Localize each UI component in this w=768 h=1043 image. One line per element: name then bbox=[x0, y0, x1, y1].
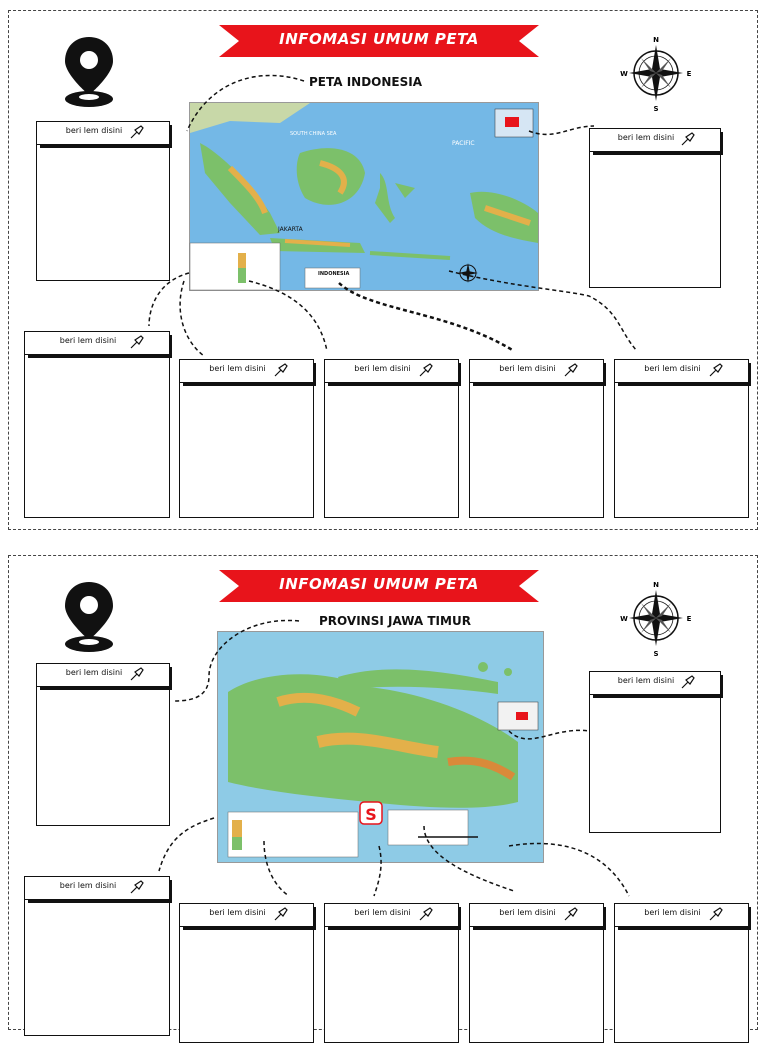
svg-text:E: E bbox=[686, 615, 692, 623]
compass-rose-icon bbox=[621, 578, 691, 658]
worksheet-section-indonesia bbox=[8, 10, 758, 530]
glue-icon bbox=[129, 334, 145, 350]
glue-icon bbox=[129, 666, 145, 682]
glue-box-10[interactable]: beri lem disini bbox=[24, 876, 170, 1036]
indonesia-map bbox=[189, 102, 539, 291]
svg-text:N: N bbox=[653, 581, 659, 589]
compass-rose-icon bbox=[621, 33, 691, 113]
glue-box-1[interactable]: beri lem disini bbox=[36, 121, 170, 281]
glue-box-6[interactable]: beri lem disini bbox=[469, 359, 604, 518]
banner-title: INFOMASI UMUM PETA bbox=[279, 575, 479, 593]
glue-box-12[interactable]: beri lem disini bbox=[324, 903, 459, 1043]
glue-box-11[interactable]: beri lem disini bbox=[179, 903, 314, 1043]
glue-box-8[interactable]: beri lem disini bbox=[36, 663, 170, 826]
glue-box-5[interactable]: beri lem disini bbox=[324, 359, 459, 518]
glue-box-4[interactable]: beri lem disini bbox=[179, 359, 314, 518]
glue-icon bbox=[129, 124, 145, 140]
glue-icon bbox=[273, 362, 289, 378]
map-title: PETA INDONESIA bbox=[309, 75, 423, 89]
glue-icon bbox=[418, 362, 434, 378]
compass-s: S bbox=[653, 105, 659, 113]
glue-icon bbox=[563, 362, 579, 378]
svg-text:W: W bbox=[620, 615, 628, 623]
compass-n: N bbox=[653, 36, 659, 44]
svg-text:SOUTH CHINA SEA: SOUTH CHINA SEA bbox=[290, 131, 337, 137]
jawa-timur-map bbox=[217, 631, 544, 863]
svg-text:S: S bbox=[365, 805, 377, 824]
glue-icon bbox=[418, 906, 434, 922]
glue-box-13[interactable]: beri lem disini bbox=[469, 903, 604, 1043]
worksheet-section-jawa-timur bbox=[8, 555, 758, 1030]
svg-text:JAKARTA: JAKARTA bbox=[278, 226, 303, 233]
glue-icon bbox=[680, 131, 696, 147]
map-title: PROVINSI JAWA TIMUR bbox=[319, 614, 471, 628]
glue-box-9[interactable]: beri lem disini bbox=[589, 671, 721, 833]
location-pin-icon bbox=[59, 35, 119, 109]
glue-box-2[interactable]: beri lem disini bbox=[589, 128, 721, 288]
compass-e: E bbox=[686, 70, 692, 78]
glue-icon bbox=[563, 906, 579, 922]
banner-title: INFOMASI UMUM PETA bbox=[279, 30, 479, 48]
glue-icon bbox=[680, 674, 696, 690]
glue-icon bbox=[273, 906, 289, 922]
svg-text:S: S bbox=[653, 650, 659, 658]
location-pin-icon bbox=[59, 580, 119, 654]
glue-box-3[interactable]: beri lem disini bbox=[24, 331, 170, 518]
compass-w: W bbox=[620, 70, 628, 78]
svg-text:INDONESIA: INDONESIA bbox=[318, 271, 350, 277]
glue-icon bbox=[129, 879, 145, 895]
glue-icon bbox=[708, 906, 724, 922]
svg-text:PACIFIC: PACIFIC bbox=[452, 140, 475, 147]
glue-icon bbox=[708, 362, 724, 378]
glue-box-14[interactable]: beri lem disini bbox=[614, 903, 749, 1043]
glue-box-7[interactable]: beri lem disini bbox=[614, 359, 749, 518]
